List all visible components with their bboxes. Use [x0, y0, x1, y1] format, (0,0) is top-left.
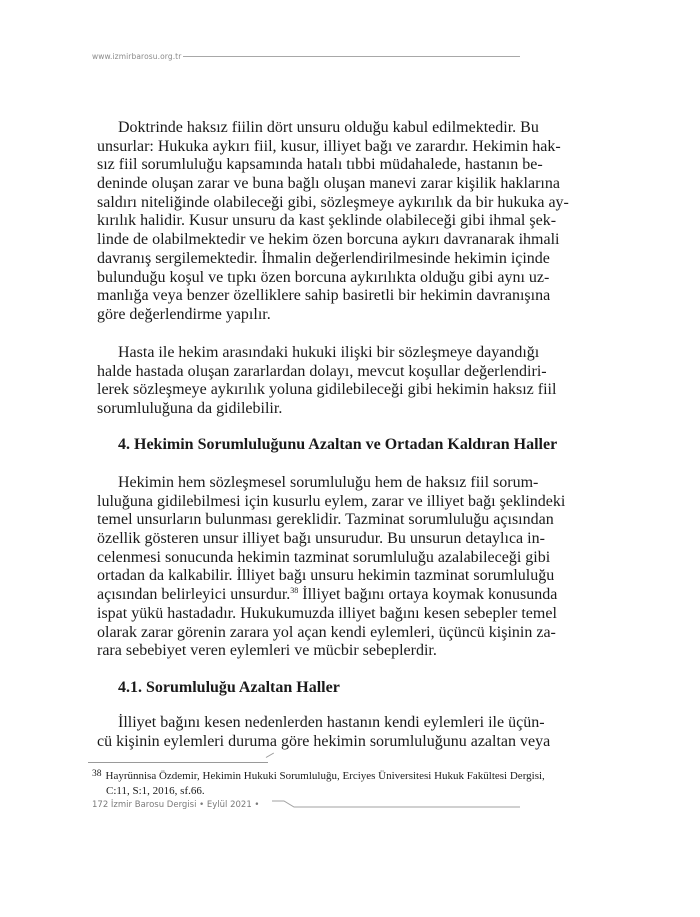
text-line: temel unsurların bulunması gereklidir. Tazminat sorumluluğu açısından: [97, 511, 554, 529]
text-line: saldırı niteliğinde olabileceği gibi, sözleşmeye aykırılık da bir hukuka ay-: [97, 193, 569, 211]
text-line: lerek sözleşmeye aykırılık yoluna gidilebileceği gibi hekimin haksız fiil: [97, 381, 557, 399]
text-line: davranış sergilemektedir. İhmalin değerlendirilmesinde hekimin içinde: [97, 249, 550, 267]
text-line: kırılık halidir. Kusur unsuru da kast şeklinde olabileceği gibi ihmal şek-: [97, 212, 557, 230]
text-line-with-footnote: [97, 586, 558, 605]
text-line: unsurlar: Hukuka aykırı fiil, kusur, illiyet bağı ve zarardır. Hekimin hak-: [97, 137, 561, 155]
running-header: [92, 52, 520, 61]
text-segment: açısından belirleyici unsurdur.: [97, 586, 291, 604]
text-line: rara sebebiyet veren eylemleri ve mücbir sebeplerdir.: [97, 642, 437, 660]
footnote-rule: [88, 762, 268, 763]
text-line: olarak zarar görenin zarara yol açan kendi eylemleri, üçüncü kişinin za-: [97, 623, 556, 641]
footnote-rule-slant: [266, 753, 274, 758]
footnote-38: [92, 767, 545, 799]
text-segment: İlliyet bağını ortaya koymak konusunda: [302, 586, 558, 604]
text-line: bulunduğu koşul ve tıpkı özen borcuna aykırılıkta olduğu gibi aynı uz-: [97, 268, 550, 286]
section-heading-4-1: 4.1. Sorumluluğu Azaltan Haller: [118, 679, 340, 696]
footnote-number: 38: [92, 769, 102, 779]
paragraph-2: [97, 344, 557, 419]
text-line: cü kişinin eylemleri duruma göre hekimin sorumluluğunu azaltan veya: [97, 732, 551, 750]
text-line: ispat yükü hastadadır. Hukukumuzda illiyet bağını kesen sebepler temel: [97, 604, 557, 622]
text-line: Hekimin hem sözleşmesel sorumluluğu hem de haksız fiil sorum-: [118, 474, 539, 491]
paragraph-3: [97, 474, 566, 661]
text-line: sız fiil sorumluluğu kapsamında hatalı tıbbi müdahalede, hastanın be-: [97, 156, 543, 174]
text-line: halde hastada oluşan zararlardan dolayı, mevcut koşullar değerlendiri-: [97, 362, 547, 380]
header-rule: [183, 56, 520, 57]
footer-text: 172 İzmir Barosu Dergisi • Eylül 2021 •: [92, 800, 260, 810]
footnote-line: C:11, S:1, 2016, sf.66.: [106, 785, 205, 797]
paragraph-4: [97, 714, 551, 751]
footnote-ref[interactable]: 38: [290, 586, 299, 596]
header-url: www.izmirbarosu.org.tr: [92, 52, 182, 61]
text-line: göre değerlendirme yapılır.: [97, 305, 271, 323]
text-line: celenmesi sonucunda hekimin tazminat sorumluluğu azalabileceği gibi: [97, 548, 551, 566]
text-line: sorumluluğuna da gidilebilir.: [97, 400, 283, 418]
text-line: Hasta ile hekim arasındaki hukuki ilişki bir sözleşmeye dayandığı: [118, 344, 540, 361]
section-heading-4: 4. Hekimin Sorumluluğunu Azaltan ve Ortadan Kaldıran Haller: [118, 436, 558, 453]
text-line: Doktrinde haksız fiilin dört unsuru olduğu kabul edilmektedir. Bu: [118, 119, 539, 136]
text-line: İlliyet bağını kesen nedenlerden hastanın kendi eylemleri ile üçün-: [118, 714, 545, 731]
text-line: luluğuna gidilebilmesi için kusurlu eylem, zarar ve illiyet bağı şeklindeki: [97, 492, 566, 510]
footnote-text: Hayrünnisa Özdemir, Hekimin Hukuki Sorumluluğu, Erciyes Üniversitesi Hukuk Fakültesi Dergisi,: [105, 770, 545, 782]
text-line: linde de olabilmektedir ve hekim özen borcuna aykırı davranarak ihmali: [97, 231, 560, 249]
footnote-line: [92, 767, 545, 784]
text-line: manlığa veya benzer özelliklere sahip basiretli bir hekimin davranışına: [97, 287, 551, 305]
text-line: deninde oluşan zarar ve buna bağlı oluşan manevi zarar kişilik haklarına: [97, 175, 560, 193]
page-footer: [92, 800, 520, 814]
paragraph-1: [97, 119, 569, 325]
text-line: özellik gösteren unsur illiyet bağı unsurudur. Bu unsurun detaylıca in-: [97, 530, 545, 548]
text-line: ortadan da kalkabilir. İlliyet bağı unsuru hekimin tazminat sorumluluğu: [97, 567, 555, 585]
